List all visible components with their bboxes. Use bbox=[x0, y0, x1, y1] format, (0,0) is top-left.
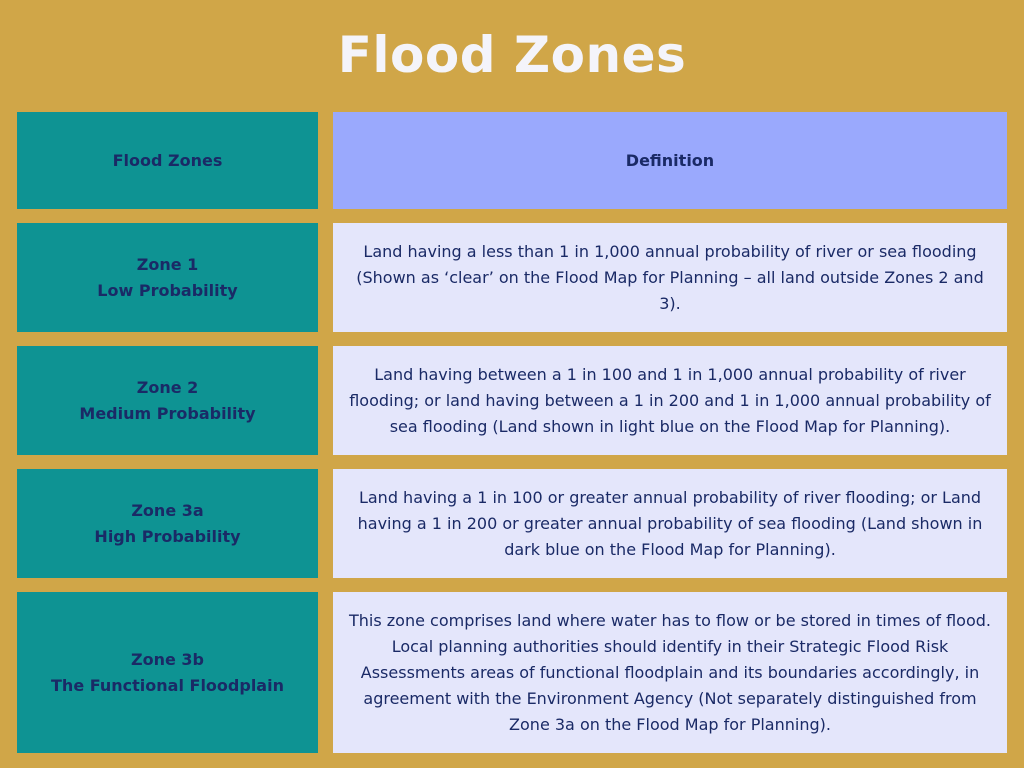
zone-probability: The Functional Floodplain bbox=[51, 675, 284, 695]
definition-zone-3b: This zone comprises land where water has to flow or be stored in times of flood. Local planning authorities should identify in their Strategic Flood Risk Assessments areas of functional floodplain and its boundaries accordingly, in agreement with the Environment Agency (Not separately distinguished from Zone 3a on the Flood Map for Planning). bbox=[333, 592, 1007, 753]
zone-cell-zone-3b bbox=[17, 592, 318, 753]
zone-name: Zone 2 bbox=[136, 377, 199, 397]
zone-probability: Medium Probability bbox=[79, 403, 256, 423]
definition-zone-1: Land having a less than 1 in 1,000 annual probability of river or sea flooding (Shown as ‘clear’ on the Flood Map for Planning – all land outside Zones 2 and 3). bbox=[333, 223, 1007, 332]
page-title: Flood Zones bbox=[337, 26, 687, 84]
zone-cell-zone-1 bbox=[17, 223, 318, 332]
zone-cell-zone-2 bbox=[17, 346, 318, 455]
zone-name: Zone 3b bbox=[131, 649, 204, 669]
definition-zone-3a: Land having a 1 in 100 or greater annual probability of river flooding; or Land having a 1 in 200 or greater annual probability of sea flooding (Land shown in dark blue on the Flood Map for Planning). bbox=[333, 469, 1007, 578]
zone-cell-zone-3a bbox=[17, 469, 318, 578]
zone-probability: Low Probability bbox=[97, 280, 238, 300]
zone-name: Zone 1 bbox=[136, 254, 199, 274]
zone-probability: High Probability bbox=[94, 526, 241, 546]
definition-zone-2: Land having between a 1 in 100 and 1 in 1,000 annual probability of river flooding; or land having between a 1 in 200 and 1 in 1,000 annual probability of sea flooding (Land shown in light blue on the Flood Map for Planning). bbox=[333, 346, 1007, 455]
zone-name: Zone 3a bbox=[131, 500, 204, 520]
header-flood-zones: Flood Zones bbox=[17, 112, 318, 209]
header-definition: Definition bbox=[333, 112, 1007, 209]
